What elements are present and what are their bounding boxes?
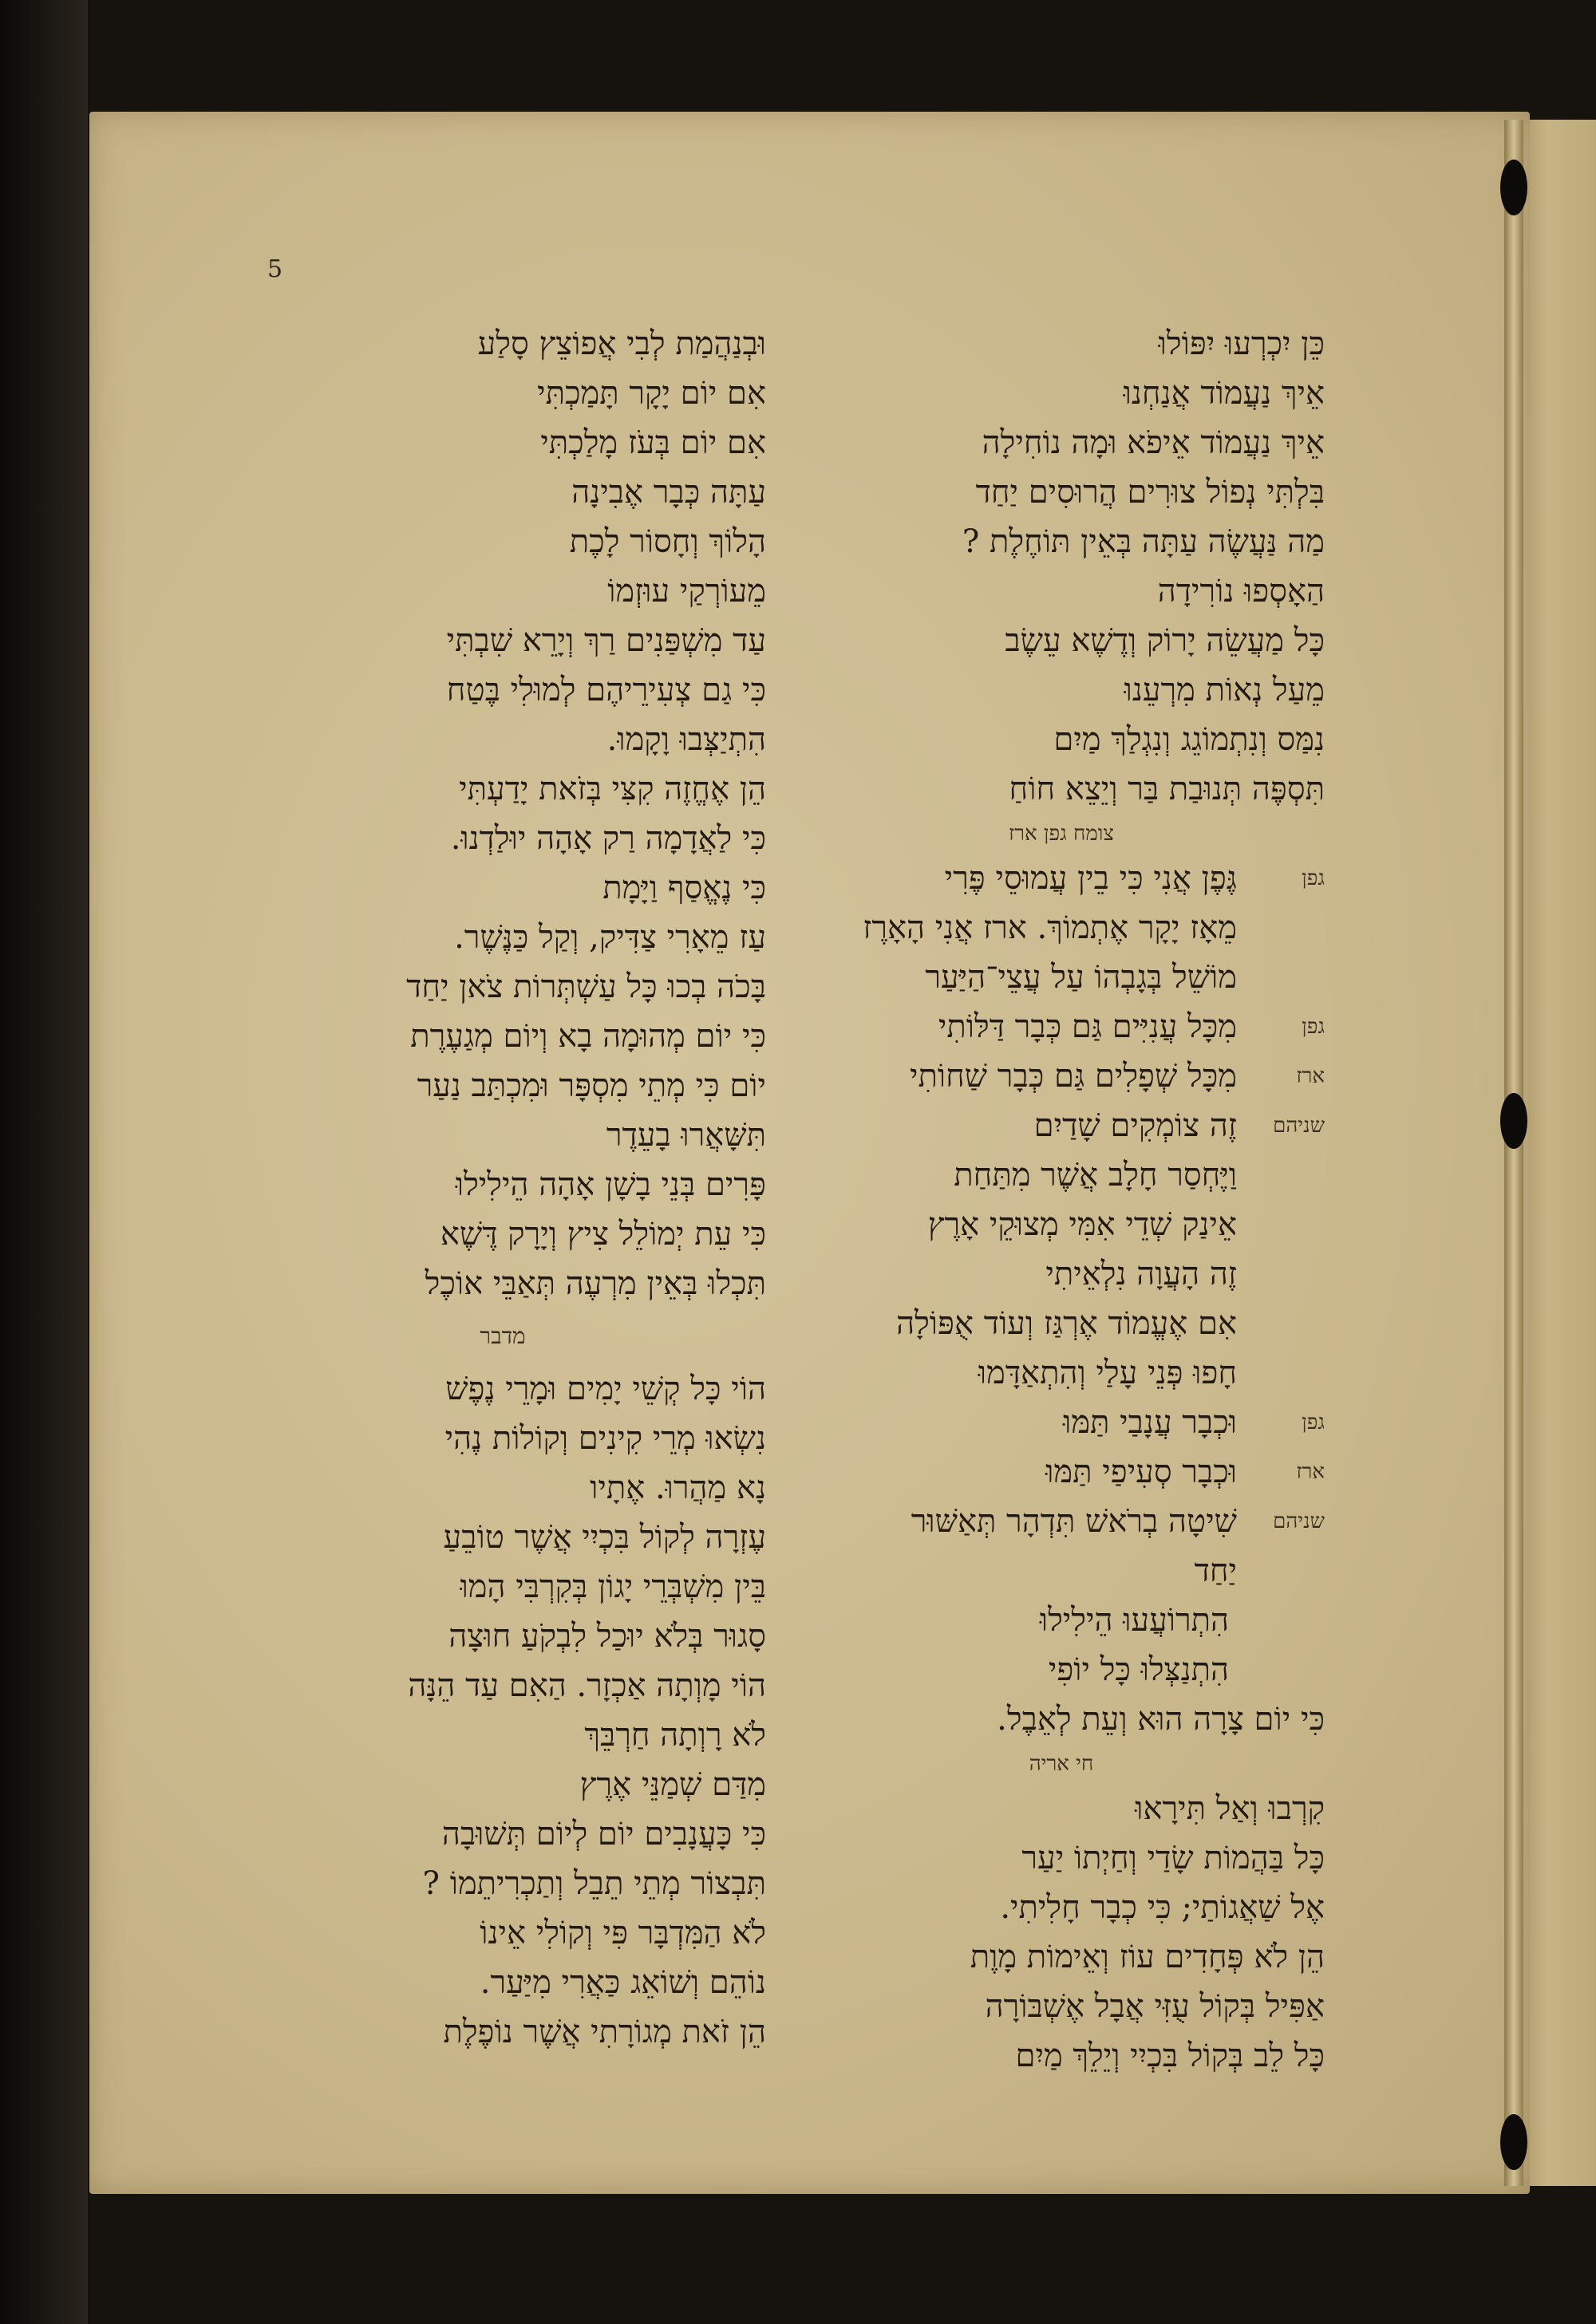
poem-line: תִּסְפֶּה תְּנוּבַת בַּר וְיֵצֵא חוֹחַ — [1009, 771, 1325, 807]
poem-line: וּכְבָר סְעִיפַי תַּמּוּ — [1045, 1454, 1237, 1490]
poem-line: אֶל שַׁאֲגוֹתַי; כִּי כְבָר חָלִיתִי. — [1000, 1889, 1325, 1926]
speaker-label: גפן — [1302, 866, 1325, 890]
dialogue-row — [798, 1348, 1325, 1398]
poem-line: מִכָּל עֲנִיִּים גַּם כְּבָר דַּלּוֹתִי — [938, 1008, 1237, 1045]
chorus-line: הִתְרוֹעֲעוּ הֵילִילוּ — [1039, 1602, 1229, 1639]
section-heading: צומח גפן ארז — [1008, 822, 1115, 846]
dialogue-row — [798, 953, 1325, 1002]
poem-line: נָא מַהֲרוּ. אֶתָיו — [590, 1470, 766, 1506]
dialogue-row — [798, 1002, 1325, 1052]
poem-line: אֵיךְ נַעֲמוֹד אֵיפֹא וּמָה נוֹחִילָה — [982, 424, 1325, 461]
dialogue-row — [798, 1398, 1325, 1447]
poem-line: תִּבְצוֹר מְתֵי תֵבֵל וְתַכְרִיתֵמוֹ ? — [422, 1865, 766, 1902]
poem-line: אִם יוֹם בְּעֹז מָלַכְתִּי — [540, 424, 766, 461]
poem-line: שִׁיטָה בְרֹאשׁ תִּדְהָר תְּאַשּׁוּר — [911, 1503, 1237, 1540]
speaker-label: ארז — [1296, 1460, 1325, 1484]
book-cover-edge — [0, 0, 88, 2324]
section-heading: מדבר — [480, 1323, 526, 1349]
poem-line: עַד מִשְׁפַּנִים רַךְ וְיָרֵא שִׁבְתִּי — [446, 622, 766, 659]
poem-line: נוֹהֵם וְשׁוֹאֵג כַּאֲרִי מִיַּעַר. — [480, 1964, 766, 2001]
poem-line: אֵיךְ נַעֲמוֹד אֲנַחְנוּ — [1123, 375, 1325, 412]
dialogue-row — [798, 1150, 1325, 1200]
speaker-label: גפן — [1302, 1015, 1325, 1039]
poem-line: בִּלְתִּי נְפוֹל צוּרִים הֲרוּסִים יַחַד — [975, 474, 1325, 511]
poem-line: סָגוּר בְּלֹא יוּכַל לִבְקֹעַ חוּצָה — [448, 1618, 766, 1655]
chorus-line: הִתְנַצְּלוּ כָּל יוֹפִי — [1048, 1651, 1229, 1688]
dialogue-row — [798, 903, 1325, 953]
poem-line: יוֹם כִּי מְתֵי מִסְפָּר וּמִכְתַּב נַעַר — [417, 1067, 766, 1104]
poem-line: יַחַד — [1194, 1553, 1237, 1589]
poem-line: אֵינַק שְׁדֵי אִמִּי מְצוּקֵי אָרֶץ — [927, 1206, 1237, 1243]
poem-line: הוֹי מָוְתָה אַכְזָר. הַאִם עַד הֵנָּה — [408, 1667, 766, 1704]
binding-notch — [1500, 160, 1527, 215]
book-spine — [1504, 120, 1523, 2186]
chorus-line: כִּי יוֹם צָרָה הוּא וְעֵת לְאֵבֶל. — [997, 1701, 1325, 1738]
poem-line: הוֹי כָּל קְשֵׁי יָמִים וּמָרֵי נֶפֶשׁ — [445, 1371, 766, 1407]
dialogue-row — [798, 1052, 1325, 1101]
poem-line: גֶּפֶן אֲנִי כִּי בֵין עֲמוּסֵי פֶּרִי — [944, 860, 1237, 897]
poem-line: אִם אֶעֱמוֹד אֶרְגַּז וְעוֹד אֻפּוֹלָה — [896, 1305, 1237, 1342]
poem-line: עַז מֵאָרִי צַדִּיק, וְקַל כַּנֶּשֶׁר. — [454, 919, 766, 956]
speaker-label: שניהם — [1273, 1114, 1325, 1138]
poem-line: מִכָּל שְׁפָלִים גַּם כְּבָר שַׁחוֹתִי — [909, 1058, 1237, 1095]
speaker-label: ארז — [1296, 1064, 1325, 1088]
page-number: 5 — [267, 255, 283, 283]
poem-line: מַה נַּעֲשֶׂה עַתָּה בְּאֵין תּוֹחֶלֶת ? — [962, 523, 1325, 560]
poem-line: תִּשָּׁאֲרוּ בָעֵדֶר — [606, 1117, 766, 1154]
poem-line: פָּרִים בְּנֵי בָשָׁן אָהָה הֵילִילוּ — [455, 1166, 766, 1203]
poem-line: וּכְבָר עֲנָבַי תַּמּוּ — [1063, 1404, 1237, 1441]
right-column — [798, 319, 1325, 2081]
dialogue-row — [798, 1447, 1325, 1497]
binding-notch — [1500, 1093, 1527, 1149]
dialogue-row — [798, 1497, 1325, 1546]
speaker-label: שניהם — [1273, 1509, 1325, 1533]
section-heading: חי אריה — [1029, 1752, 1094, 1776]
poem-line: מֵעַל נְאוֹת מִרְעֵנוּ — [1124, 672, 1325, 708]
poem-line: בֵּין מִשְׁבְּרֵי יָגוֹן בְּקִרְבִּי הָמוּ — [460, 1568, 766, 1605]
poem-line: תִּכְלוּ בְּאֵין מִרְעֶה תְּאַבֵּי אוֹכֶל — [425, 1265, 766, 1302]
poem-line: כָּל בַּהֲמוֹת שָׂדַי וְחַיְתוֹ יַעַר — [1021, 1840, 1325, 1876]
poem-line: זֶה הָעֲוָה נִלְאֵיתִי — [1045, 1256, 1237, 1292]
dialogue-row — [798, 1101, 1325, 1150]
dialogue-row — [798, 1299, 1325, 1348]
poem-line: כִּי כָּעֲנָבִים יוֹם לְיוֹם תְּשׁוּבָה — [441, 1816, 766, 1852]
poem-line: כִּי גַם צְעִירֵיהֶם לְמוּלִי בֶּטַח — [446, 672, 766, 708]
dialogue-row — [798, 1249, 1325, 1299]
poem-line: כִּי יוֹם מְהוּמָה בָא וְיוֹם מְגַעֶרֶת — [410, 1018, 766, 1055]
poem-line: וּבְנַהֲמַת לְבִי אֲפוֹצֵץ סָלַע — [477, 326, 766, 362]
poem-line: בָּכֹה בְכוּ כָּל עַשְׁתְּרוֹת צֹאן יַחַד — [406, 969, 766, 1005]
poem-line: נִמַּס וְנִתְמוֹגֵג וְנִגְלַךְ מַיִם — [1053, 721, 1325, 758]
poem-line: הֵן אֶחֱזֶה קִצִּי בְּזֹאת יָדַעְתִּי — [459, 771, 766, 807]
poem-line: לֹא הַמִּדְבָּר פִּי וְקוֹלִי אֵינוֹ — [480, 1915, 766, 1951]
poem-line: כָּל מַעֲשֵׂה יָרוֹק וְדֶשֶׁא עֵשֶׂב — [1005, 622, 1325, 659]
dialogue-row — [798, 854, 1325, 903]
poem-line: כִּי עֵת יְמוֹלֵל צִיץ וְיָרָק דֶּשֶׁא — [440, 1216, 766, 1253]
poem-line: מֵאָז יָקָר אֶתְמוֹךְ. ארז אֲנִי הָאָרֶז — [863, 909, 1237, 946]
poem-line: עֶזְרָה לְקוֹל בִּכְיִי אֲשֶׁר טוֹבֵעַ — [443, 1519, 766, 1556]
poem-line: כָּל לֵב בְּקוֹל בִּכְיִי וְיֵלֵךְ מַיִם — [1015, 2038, 1325, 2074]
poem-line: הִתְיַצְּבוּ וָקָמוּ. — [606, 721, 766, 758]
poem-line: נִשְׂאוּ מְרֵי קִינִים וְקוֹלוֹת נֶהִי — [444, 1420, 766, 1457]
poem-line: אִם יוֹם יָקָר תָּמַכְתִּי — [537, 375, 766, 412]
poem-line: מִדַּם שְׁמַנֵּי אֶרֶץ — [579, 1766, 766, 1803]
poem-line: זֶה צוֹמְקִים שָׁדַיִם — [1033, 1107, 1237, 1144]
poem-line: הֵן זֹאת מְגוֹרָתִי אֲשֶׁר נוֹפֶלֶת — [443, 2014, 766, 2050]
poem-line: קִרְבוּ וְאַל תִּירָאוּ — [1135, 1790, 1325, 1827]
poem-line: הַאָסְפוּ נוֹרִידָה — [1157, 573, 1325, 610]
poem-line: הֵן לֹא פְּחָדִים עוֹז וְאֵימוֹת מָוֶת — [970, 1939, 1325, 1975]
binding-notch — [1500, 2114, 1527, 2170]
poem-line: אַפִּיל בְּקוֹל עֻזִּי אֲבָל אֶשְׁבּוֹרָה — [985, 1988, 1325, 2025]
poem-line: מוֹשֵׁל בְּגָבְהוֹ עַל עֲצֵי־הַיַּעַר — [925, 959, 1237, 996]
dialogue-row — [798, 1546, 1325, 1596]
poem-line: וַיֶּחְסַר חָלָב אֲשֶׁר מִתַּחַת — [954, 1157, 1237, 1194]
poem-line: כֵּן יִכְרְעוּ יִפּוֹלוּ — [1158, 326, 1325, 362]
poem-line: חָפוּ פְּנֵי עָלַי וְהִתְאַדָּמוּ — [978, 1355, 1237, 1391]
speaker-label: גפן — [1302, 1411, 1325, 1434]
left-column — [239, 319, 766, 2057]
poem-line: לֹא רָוְתָה חַרְבֵּךְ — [584, 1717, 766, 1754]
poem-line: הָלוֹךְ וְחָסוֹר לָכֶת — [569, 523, 766, 560]
poem-line: כִּי לַאֲדָמָה רַק אָהָה יוּלַדְנוּ. — [450, 820, 766, 857]
poem-line: עַתָּה כְּבָר אֶבִינָה — [571, 474, 766, 511]
dialogue-row — [798, 1200, 1325, 1249]
poem-line: מֵעוֹרְקַי עוּזְמוֹ — [607, 573, 766, 610]
poem-line: כִּי נֶאֱסַף וַיָּמָת — [602, 870, 766, 906]
